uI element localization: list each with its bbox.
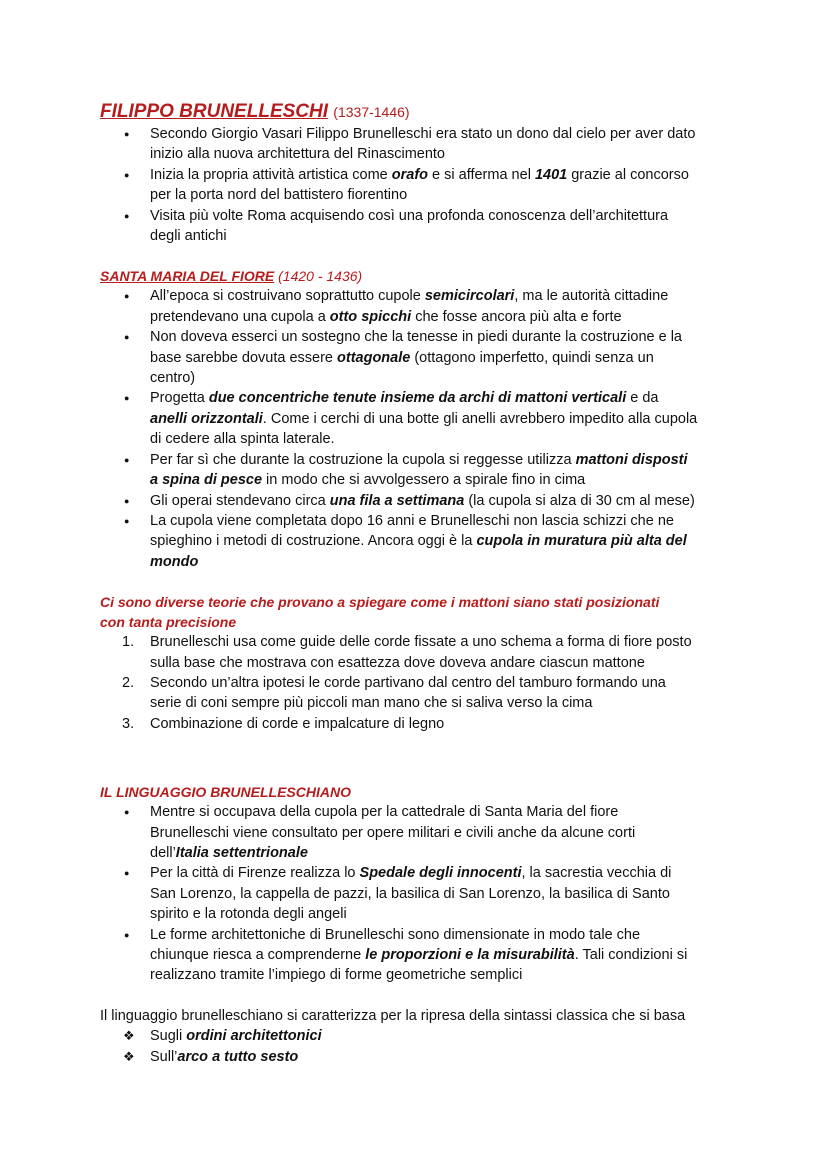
paragraph-linguaggio: Il linguaggio brunelleschiano si caratterizza per la ripresa della sintassi classica che si basa <box>100 1007 686 1024</box>
list-item: 1. Brunelleschi usa come guide delle corde fissate a uno schema a forma di fiore posto sulla base che mostrava con esattezza dove doveva andare ciascun mattone <box>122 634 692 671</box>
diamond-bullet-icon: ❖ <box>123 1048 135 1064</box>
list-item: ● Inizia la propria attività artistica come orafo e si afferma nel 1401 grazie al concorso per la porta nord del battistero fiorentino <box>100 165 740 206</box>
numbered-list-teorie <box>100 632 740 734</box>
bullet-list-santa-maria <box>100 286 740 572</box>
diamond-list <box>100 1026 740 1067</box>
list-item: ● Non doveva esserci un sostegno che la tenesse in piedi durante la costruzione e la base sarebbe dovuta essere ottagonale (ottagono imperfetto, quindi senza un centro) <box>100 327 740 388</box>
list-item: ● La cupola viene completata dopo 16 anni e Brunelleschi non lascia schizzi che ne spieghino i metodi di costruzione. Ancora oggi è la cupola in muratura più alta del mondo <box>100 511 740 572</box>
list-item: ● Gli operai stendevano circa una fila a settimana (la cupola si alza di 30 cm al mese) <box>100 491 740 511</box>
heading-teorie: Ci sono diverse teorie che provano a spiegare come i mattoni siano stati posizionati con tanta precisione <box>100 594 660 631</box>
list-item: ● Le forme architettoniche di Brunelleschi sono dimensionate in modo tale che chiunque riesca a comprenderne le proporzioni e la misurabilità. Tali condizioni si realizzano tramite l’impiego di forme geometriche semplici <box>100 925 740 986</box>
document-page <box>100 100 740 1067</box>
diamond-bullet-icon: ❖ <box>123 1028 135 1044</box>
bullet-list-brunelleschi <box>100 124 740 246</box>
list-item: ❖ Sull’arco a tutto sesto <box>100 1047 740 1067</box>
bullet-list-linguaggio <box>100 802 740 986</box>
list-item: ❖ Sugli ordini architettonici <box>100 1026 740 1046</box>
heading-linguaggio: IL LINGUAGGIO BRUNELLESCHIANO <box>100 784 351 801</box>
list-item: 2. Secondo un’altra ipotesi le corde partivano dal centro del tamburo formando una serie di coni sempre più piccoli man mano che si saliva verso la cima <box>122 674 666 712</box>
list-item: ● Secondo Giorgio Vasari Filippo Brunelleschi era stato un dono dal cielo per aver dato inizio alla nuova architettura del Rinascimento <box>100 124 740 165</box>
heading-filippo-brunelleschi: FILIPPO BRUNELLESCHI (1337-1446) <box>100 101 410 122</box>
list-item: ● Per far sì che durante la costruzione la cupola si reggesse utilizza mattoni disposti a spina di pesce in modo che si avvolgessero a spirale fino in cima <box>100 450 740 491</box>
list-item: ● Per la città di Firenze realizza lo Spedale degli innocenti, la sacrestia vecchia di San Lorenzo, la cappella de pazzi, la basilica di San Lorenzo, la basilica di Santo spirito e la rotonda degli angeli <box>100 863 740 924</box>
list-item: ● All’epoca si costruivano soprattutto cupole semicircolari, ma le autorità cittadine pretendevano una cupola a otto spicchi che fosse ancora più alta e forte <box>100 286 740 327</box>
list-item: ● Progetta due concentriche tenute insieme da archi di mattoni verticali e da anelli orizzontali. Come i cerchi di una botte gli anelli avrebbero impedito alla cupola di cedere alla spinta laterale. <box>100 388 740 449</box>
list-item: ● Visita più volte Roma acquisendo così una profonda conoscenza dell’architettura degli antichi <box>100 206 740 247</box>
list-item: 3. Combinazione di corde e impalcature di legno <box>122 715 445 732</box>
list-item: ● Mentre si occupava della cupola per la cattedrale di Santa Maria del fiore Brunelleschi viene consultato per opere militari e civili anche da alcune corti dell’Italia settentrionale <box>100 802 740 863</box>
heading-santa-maria-del-fiore: SANTA MARIA DEL FIORE (1420 - 1436) <box>100 268 363 285</box>
